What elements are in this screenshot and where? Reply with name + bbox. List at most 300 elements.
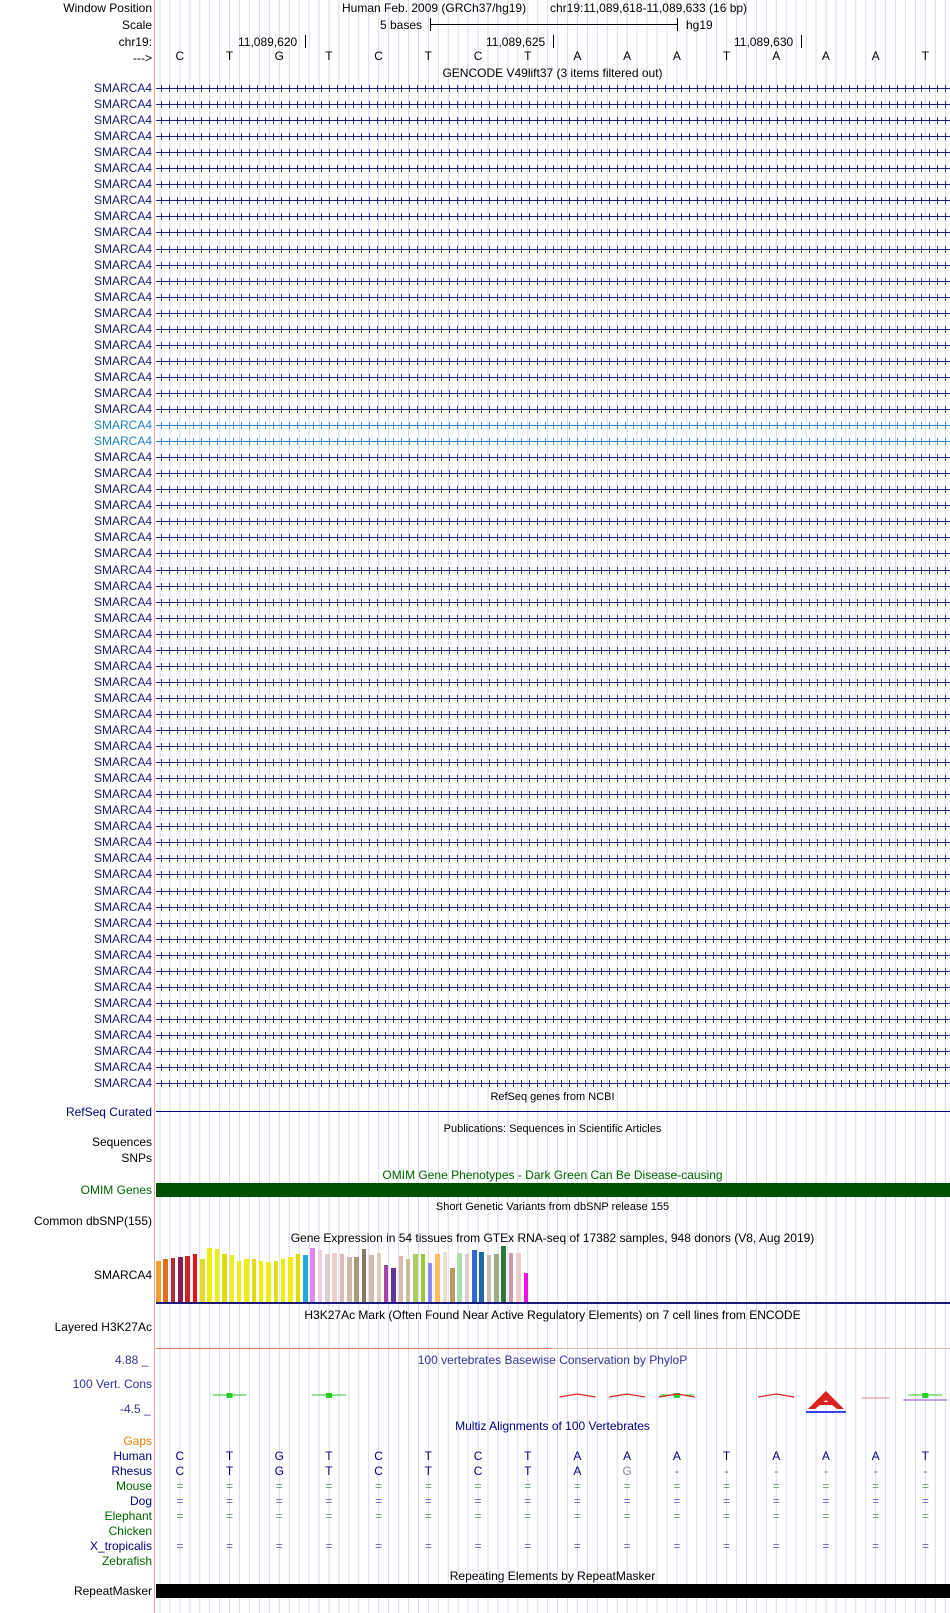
gencode-transcript-label[interactable]: SMARCA4 xyxy=(93,787,152,802)
multiz-base: = xyxy=(375,1479,383,1493)
gencode-strand-arrows xyxy=(156,310,950,317)
gencode-strand-arrows xyxy=(156,262,950,269)
phylop-mark xyxy=(609,1394,645,1397)
gencode-transcript-label[interactable]: SMARCA4 xyxy=(93,851,152,866)
gtex-track-label[interactable]: SMARCA4 xyxy=(93,1268,152,1282)
gtex-tissue-bar[interactable] xyxy=(501,1246,506,1302)
multiz-base: = xyxy=(275,1479,283,1493)
gtex-tissue-bar[interactable] xyxy=(413,1254,418,1302)
multiz-base: = xyxy=(176,1494,184,1508)
gencode-transcript-label[interactable]: SMARCA4 xyxy=(93,514,152,529)
multiz-base: = xyxy=(573,1509,581,1523)
multiz-base: = xyxy=(673,1479,681,1493)
gencode-transcript-label[interactable]: SMARCA4 xyxy=(93,915,152,930)
refseq-track-label[interactable]: RefSeq Curated xyxy=(65,1105,152,1119)
multiz-base: - xyxy=(774,1464,779,1478)
gtex-tissue-bar[interactable] xyxy=(193,1254,198,1302)
gencode-transcript-label[interactable]: SMARCA4 xyxy=(93,385,152,400)
gencode-strand-arrows xyxy=(156,1016,950,1023)
multiz-base: = xyxy=(524,1479,532,1493)
repeatmasker-track-title[interactable]: Repeating Elements by RepeatMasker xyxy=(449,1569,656,1583)
gtex-track-title[interactable]: Gene Expression in 54 tissues from GTEx RNA-seq of 17382 samples, 948 donors (V8, Aug 2019) xyxy=(290,1231,815,1245)
multiz-base: A xyxy=(772,1449,781,1463)
gencode-strand-arrows xyxy=(156,775,950,782)
multiz-base: = xyxy=(623,1479,631,1493)
pubs-track-label[interactable]: SNPs xyxy=(121,1151,152,1165)
pubs-track-title[interactable]: Publications: Sequences in Scientific Articles xyxy=(443,1123,662,1135)
gencode-strand-arrows xyxy=(156,117,950,124)
multiz-base: = xyxy=(424,1539,432,1553)
multiz-species-label[interactable]: X_tropicalis xyxy=(89,1539,152,1553)
gencode-transcript-label[interactable]: SMARCA4 xyxy=(93,241,152,256)
gencode-strand-arrows xyxy=(156,133,950,140)
gencode-transcript-label[interactable]: SMARCA4 xyxy=(93,289,152,304)
gtex-tissue-bar[interactable] xyxy=(259,1261,264,1302)
multiz-base: = xyxy=(375,1494,383,1508)
multiz-base: C xyxy=(175,1449,185,1463)
assembly-text: Human Feb. 2009 (GRCh37/hg19) xyxy=(342,1,527,15)
scale-bar-right-tick xyxy=(677,18,678,31)
gencode-transcript-label[interactable]: SMARCA4 xyxy=(93,1044,152,1058)
gtex-tissue-bar[interactable] xyxy=(487,1255,492,1302)
multiz-base: = xyxy=(723,1539,731,1553)
phylop-mark xyxy=(808,1391,844,1409)
gtex-tissue-bar[interactable] xyxy=(200,1259,205,1302)
multiz-base: = xyxy=(275,1539,283,1553)
sequence-base: A xyxy=(672,49,681,63)
multiz-base: = xyxy=(772,1509,780,1523)
coord-tick xyxy=(801,35,802,48)
gencode-strand-arrows xyxy=(156,358,950,365)
gtex-tissue-bar[interactable] xyxy=(354,1257,359,1302)
h3k27ac-signal-line xyxy=(156,1348,552,1349)
gtex-tissue-bar[interactable] xyxy=(450,1268,455,1302)
multiz-base: = xyxy=(474,1479,482,1493)
gtex-tissue-bar[interactable] xyxy=(435,1254,440,1302)
multiz-base: = xyxy=(226,1479,234,1493)
multiz-base: = xyxy=(921,1509,929,1523)
repeatmasker-bar[interactable] xyxy=(156,1584,950,1598)
gencode-transcript-label[interactable]: SMARCA4 xyxy=(93,995,152,1010)
gencode-transcript-label[interactable]: SMARCA4 xyxy=(93,482,152,497)
gencode-strand-arrows xyxy=(156,871,950,878)
multiz-base: C xyxy=(374,1449,383,1463)
multiz-base: = xyxy=(474,1539,482,1553)
gencode-strand-arrows xyxy=(156,711,950,718)
db-text: hg19 xyxy=(686,18,713,32)
multiz-base: = xyxy=(325,1509,333,1523)
multiz-base: - xyxy=(724,1464,729,1478)
multiz-base: = xyxy=(226,1539,234,1553)
gtex-tissue-bar[interactable] xyxy=(391,1268,396,1302)
gtex-tissue-bar[interactable] xyxy=(237,1261,242,1302)
gencode-transcript-label[interactable]: SMARCA4 xyxy=(93,979,152,994)
multiz-track-title[interactable]: Multiz Alignments of 100 Vertebrates xyxy=(455,1419,650,1433)
gencode-transcript-label[interactable]: SMARCA4 xyxy=(93,273,152,288)
sequence-base: T xyxy=(225,49,234,63)
multiz-base: T xyxy=(225,1464,234,1478)
gencode-transcript-label[interactable]: SMARCA4 xyxy=(93,81,152,95)
gencode-strand-arrows xyxy=(156,534,950,541)
gtex-tissue-bar[interactable] xyxy=(244,1259,249,1302)
gencode-strand-arrows xyxy=(156,101,950,108)
gencode-strand-arrows xyxy=(156,567,950,574)
gencode-transcript-label[interactable]: SMARCA4 xyxy=(93,193,152,208)
multiz-base: = xyxy=(573,1494,581,1508)
multiz-base: = xyxy=(176,1539,184,1553)
gtex-tissue-bar[interactable] xyxy=(479,1252,484,1302)
gencode-strand-arrows xyxy=(156,454,950,461)
gtex-baseline xyxy=(156,1302,950,1304)
multiz-base: = xyxy=(524,1539,532,1553)
gencode-transcript-label[interactable]: SMARCA4 xyxy=(93,578,152,593)
gencode-transcript-label[interactable]: SMARCA4 xyxy=(93,257,152,272)
multiz-base: T xyxy=(722,1449,731,1463)
multiz-species-label[interactable]: Mouse xyxy=(115,1479,152,1493)
multiz-base: = xyxy=(226,1509,234,1523)
gencode-strand-arrows xyxy=(156,1064,950,1071)
gtex-tissue-bar[interactable] xyxy=(362,1249,367,1302)
gencode-strand-arrows xyxy=(156,855,950,862)
gtex-tissue-bar[interactable] xyxy=(178,1257,183,1302)
multiz-base: = xyxy=(921,1494,929,1508)
gtex-tissue-bar[interactable] xyxy=(215,1249,220,1302)
gencode-strand-arrows xyxy=(156,278,950,285)
gencode-strand-arrows xyxy=(156,679,950,686)
gencode-transcript-label[interactable]: SMARCA4 xyxy=(93,883,152,898)
multiz-base: T xyxy=(325,1449,333,1463)
phylop-min-label: -4.5 _ xyxy=(120,1402,151,1416)
gencode-strand-arrows xyxy=(156,807,950,814)
gtex-tissue-bar[interactable] xyxy=(281,1259,286,1302)
gencode-transcript-label[interactable]: SMARCA4 xyxy=(93,594,152,609)
gencode-transcript-label[interactable]: SMARCA4 xyxy=(93,867,152,882)
sequence-base: A xyxy=(772,49,781,63)
gtex-tissue-bar[interactable] xyxy=(399,1256,404,1302)
multiz-base: = xyxy=(375,1539,383,1553)
gencode-transcript-label[interactable]: SMARCA4 xyxy=(93,723,152,737)
sequence-bases xyxy=(0,49,950,64)
gencode-transcript-label[interactable]: SMARCA4 xyxy=(93,819,152,834)
multiz-base: = xyxy=(623,1539,631,1553)
gencode-transcript-label[interactable]: SMARCA4 xyxy=(93,674,152,689)
gtex-tissue-bar[interactable] xyxy=(472,1250,477,1302)
position-text[interactable]: chr19:11,089,618-11,089,633 (16 bp) xyxy=(550,1,748,15)
gencode-strand-arrows xyxy=(156,1080,950,1087)
gencode-transcript-label[interactable]: SMARCA4 xyxy=(93,1060,152,1075)
gencode-transcript-label[interactable]: SMARCA4 xyxy=(93,899,152,914)
gencode-strand-arrows xyxy=(156,615,950,622)
multiz-base: = xyxy=(772,1539,780,1553)
gtex-tissue-bar[interactable] xyxy=(266,1262,271,1302)
phylop-max-label: 4.88 _ xyxy=(115,1353,149,1367)
multiz-base: = xyxy=(872,1479,880,1493)
gtex-tissue-bar[interactable] xyxy=(325,1254,330,1302)
gtex-tissue-bar[interactable] xyxy=(377,1253,382,1302)
multiz-base: T xyxy=(524,1464,532,1478)
pubs-track-label[interactable]: Sequences xyxy=(91,1135,152,1149)
scale-label: Scale xyxy=(121,18,152,32)
gtex-tissue-bar[interactable] xyxy=(163,1259,168,1302)
gtex-tissue-bar[interactable] xyxy=(494,1254,499,1302)
gtex-tissue-bar[interactable] xyxy=(171,1258,176,1302)
multiz-base: = xyxy=(772,1479,780,1493)
multiz-base: = xyxy=(573,1479,581,1493)
gtex-tissue-bar[interactable] xyxy=(406,1259,411,1302)
gencode-transcript-label[interactable]: SMARCA4 xyxy=(93,947,152,962)
phylop-mark xyxy=(559,1394,595,1397)
multiz-species-label[interactable]: Human xyxy=(113,1449,152,1463)
omim-track-title[interactable]: OMIM Gene Phenotypes - Dark Green Can Be Disease-causing xyxy=(382,1168,723,1182)
multiz-base: - xyxy=(923,1464,928,1478)
multiz-species-label[interactable]: Elephant xyxy=(104,1509,152,1523)
multiz-base: C xyxy=(175,1464,185,1478)
gtex-tissue-bar[interactable] xyxy=(421,1254,426,1302)
multiz-base: T xyxy=(225,1449,234,1463)
gencode-track-title[interactable]: GENCODE V49lift37 (3 items filtered out) xyxy=(442,66,663,80)
multiz-base: - xyxy=(674,1464,679,1478)
gencode-transcript-label[interactable]: SMARCA4 xyxy=(93,305,152,320)
gencode-transcript-label[interactable]: SMARCA4 xyxy=(93,658,152,673)
omim-gene-bar[interactable] xyxy=(156,1183,950,1197)
gencode-strand-arrows xyxy=(156,904,950,911)
gencode-strand-arrows xyxy=(156,326,950,333)
scale-bar xyxy=(430,24,677,25)
multiz-base: = xyxy=(872,1509,880,1523)
gencode-strand-arrows xyxy=(156,631,950,638)
gencode-transcript-label[interactable]: SMARCA4 xyxy=(93,530,152,545)
gencode-transcript-label[interactable]: SMARCA4 xyxy=(93,1027,152,1042)
multiz-base: = xyxy=(872,1539,880,1553)
sequence-base: T xyxy=(524,49,532,63)
scale-bar-left-tick xyxy=(430,18,431,31)
gtex-tissue-bar[interactable] xyxy=(296,1254,301,1302)
gencode-transcript-label[interactable]: SMARCA4 xyxy=(93,466,152,481)
window-position-label: Window Position xyxy=(63,1,152,15)
gtex-tissue-bar[interactable] xyxy=(207,1248,212,1302)
gencode-transcript-label[interactable]: SMARCA4 xyxy=(93,113,152,128)
gencode-transcript-label[interactable]: SMARCA4 xyxy=(93,626,152,641)
sequence-base: A xyxy=(573,49,582,63)
gencode-transcript-label[interactable]: SMARCA4 xyxy=(93,755,152,770)
gencode-strand-arrows xyxy=(156,743,950,750)
multiz-species-label[interactable]: Rhesus xyxy=(111,1464,152,1478)
gencode-strand-arrows xyxy=(156,181,950,188)
multiz-base: C xyxy=(473,1449,483,1463)
gencode-transcript-label[interactable]: SMARCA4 xyxy=(93,209,152,224)
gencode-transcript-label[interactable]: SMARCA4 xyxy=(93,450,152,465)
gencode-transcript-label[interactable]: SMARCA4 xyxy=(93,145,152,160)
gencode-strand-arrows xyxy=(156,438,950,445)
gencode-strand-arrows xyxy=(156,165,950,172)
gencode-transcript-label[interactable]: SMARCA4 xyxy=(93,803,152,818)
phylop-track-label[interactable]: 100 Vert. Cons xyxy=(72,1377,152,1391)
coord-label: 11,089,625 xyxy=(486,35,546,49)
multiz-base: = xyxy=(325,1539,333,1553)
gencode-transcript-label[interactable]: SMARCA4 xyxy=(93,1076,152,1091)
multiz-base: A xyxy=(871,1449,880,1463)
multiz-base: A xyxy=(573,1449,582,1463)
phylop-mark xyxy=(818,1402,834,1405)
multiz-base: = xyxy=(872,1494,880,1508)
gencode-transcript-label[interactable]: SMARCA4 xyxy=(93,931,152,946)
multiz-base: = xyxy=(524,1509,532,1523)
multiz-base: = xyxy=(424,1494,432,1508)
gencode-transcript-label[interactable]: SMARCA4 xyxy=(93,225,152,240)
gencode-transcript-label[interactable]: SMARCA4 xyxy=(93,546,152,561)
gtex-tissue-bar[interactable] xyxy=(443,1252,448,1302)
dbsnp-track-title[interactable]: Short Genetic Variants from dbSNP release 155 xyxy=(435,1201,670,1213)
gtex-tissue-bar[interactable] xyxy=(524,1273,529,1302)
gencode-strand-arrows xyxy=(156,695,950,702)
gencode-transcript-label[interactable]: SMARCA4 xyxy=(93,321,152,336)
gencode-strand-arrows xyxy=(156,1032,950,1039)
coord-tick xyxy=(305,35,306,48)
multiz-species-label[interactable]: Chicken xyxy=(108,1524,152,1538)
gtex-tissue-bar[interactable] xyxy=(222,1254,227,1302)
refseq-track-title[interactable]: RefSeq genes from NCBI xyxy=(490,1091,615,1103)
gencode-transcript-label[interactable]: SMARCA4 xyxy=(93,97,152,112)
multiz-base: - xyxy=(823,1464,828,1478)
refseq-gene-line[interactable] xyxy=(156,1111,950,1112)
gencode-transcript-label[interactable]: SMARCA4 xyxy=(93,610,152,625)
multiz-base: = xyxy=(723,1509,731,1523)
gtex-tissue-bar[interactable] xyxy=(340,1254,345,1302)
multiz-base: = xyxy=(424,1509,432,1523)
gtex-tissue-bar[interactable] xyxy=(252,1259,257,1302)
multiz-base: = xyxy=(325,1479,333,1493)
omim-track-label[interactable]: OMIM Genes xyxy=(80,1183,152,1197)
multiz-base: = xyxy=(822,1494,830,1508)
gtex-tissue-bar[interactable] xyxy=(465,1254,470,1302)
gencode-transcript-label[interactable]: SMARCA4 xyxy=(93,369,152,384)
gencode-strand-arrows xyxy=(156,518,950,525)
h3k27ac-track-title[interactable]: H3K27Ac Mark (Often Found Near Active Regulatory Elements) on 7 cell lines from ENCODE xyxy=(304,1308,801,1322)
multiz-base: T xyxy=(921,1449,930,1463)
gencode-transcript-label[interactable]: SMARCA4 xyxy=(93,1011,152,1026)
gaps-label[interactable]: Gaps xyxy=(123,1434,152,1448)
phylop-signal[interactable] xyxy=(0,1383,950,1413)
gtex-tissue-bar[interactable] xyxy=(347,1257,352,1302)
gencode-strand-arrows xyxy=(156,599,950,606)
sequence-base: C xyxy=(473,49,483,63)
multiz-base: = xyxy=(723,1479,731,1493)
gencode-transcript-label[interactable]: SMARCA4 xyxy=(93,498,152,513)
gtex-bar-chart[interactable] xyxy=(156,1246,536,1302)
gencode-transcript-label[interactable]: SMARCA4 xyxy=(93,562,152,577)
gtex-tissue-bar[interactable] xyxy=(156,1261,161,1302)
gencode-transcript-label[interactable]: SMARCA4 xyxy=(93,739,152,754)
coord-label: 11,089,620 xyxy=(238,35,298,49)
gencode-transcript-label[interactable]: SMARCA4 xyxy=(93,337,152,352)
multiz-base: = xyxy=(524,1494,532,1508)
sequence-base: T xyxy=(921,49,930,63)
gencode-strand-arrows xyxy=(156,888,950,895)
gencode-transcript-label[interactable]: SMARCA4 xyxy=(93,690,152,705)
multiz-base: = xyxy=(623,1494,631,1508)
multiz-base: A xyxy=(623,1449,632,1463)
repeatmasker-track-label[interactable]: RepeatMasker xyxy=(73,1584,152,1598)
gtex-tissue-bar[interactable] xyxy=(274,1261,279,1302)
gencode-transcript-label[interactable]: SMARCA4 xyxy=(93,353,152,368)
multiz-base: = xyxy=(623,1509,631,1523)
multiz-base: = xyxy=(474,1494,482,1508)
multiz-base: T xyxy=(524,1449,532,1463)
multiz-base: = xyxy=(573,1539,581,1553)
gtex-tissue-bar[interactable] xyxy=(318,1250,323,1302)
gencode-strand-arrows xyxy=(156,936,950,943)
gencode-strand-arrows xyxy=(156,1048,950,1055)
multiz-base: T xyxy=(424,1464,433,1478)
gencode-transcript-label[interactable]: SMARCA4 xyxy=(93,642,152,657)
gencode-strand-arrows xyxy=(156,968,950,975)
dbsnp-track-label[interactable]: Common dbSNP(155) xyxy=(33,1214,152,1228)
gtex-tissue-bar[interactable] xyxy=(303,1255,308,1302)
gencode-strand-arrows xyxy=(156,550,950,557)
sequence-base: T xyxy=(424,49,433,63)
sequence-base: C xyxy=(374,49,383,63)
gtex-tissue-bar[interactable] xyxy=(369,1255,374,1302)
gtex-tissue-bar[interactable] xyxy=(230,1255,235,1302)
gtex-tissue-bar[interactable] xyxy=(310,1248,315,1302)
gencode-strand-arrows xyxy=(156,390,950,397)
gtex-tissue-bar[interactable] xyxy=(509,1253,514,1302)
gencode-transcript-label[interactable]: SMARCA4 xyxy=(93,706,152,721)
multiz-base: - xyxy=(873,1464,878,1478)
gencode-transcript-label[interactable]: SMARCA4 xyxy=(93,963,152,978)
gencode-transcript-label[interactable]: SMARCA4 xyxy=(93,402,152,416)
gtex-tissue-bar[interactable] xyxy=(428,1263,433,1302)
gencode-transcript-label[interactable]: SMARCA4 xyxy=(93,161,152,176)
sequence-base: C xyxy=(175,49,185,63)
gencode-transcript-label[interactable]: SMARCA4 xyxy=(93,129,152,144)
multiz-base: T xyxy=(424,1449,433,1463)
multiz-base: = xyxy=(822,1479,830,1493)
gtex-tissue-bar[interactable] xyxy=(288,1257,293,1302)
multiz-base: = xyxy=(275,1509,283,1523)
gtex-tissue-bar[interactable] xyxy=(384,1265,389,1302)
gtex-tissue-bar[interactable] xyxy=(516,1253,521,1302)
gencode-strand-arrows xyxy=(156,229,950,236)
gencode-strand-arrows xyxy=(156,920,950,927)
gtex-tissue-bar[interactable] xyxy=(457,1253,462,1302)
gtex-tissue-bar[interactable] xyxy=(332,1253,337,1302)
multiz-base: A xyxy=(821,1449,830,1463)
gencode-transcript-label[interactable]: SMARCA4 xyxy=(93,177,152,192)
gencode-strand-arrows xyxy=(156,213,950,220)
gencode-transcript-label[interactable]: SMARCA4 xyxy=(93,434,152,449)
multiz-species-label[interactable]: Dog xyxy=(129,1494,152,1508)
gencode-strand-arrows xyxy=(156,759,950,766)
gencode-transcript-label[interactable]: SMARCA4 xyxy=(93,835,152,850)
phylop-mark xyxy=(758,1394,794,1397)
chrom-label: chr19: xyxy=(118,35,152,49)
gencode-transcript-label[interactable]: SMARCA4 xyxy=(93,771,152,786)
sequence-base: A xyxy=(871,49,880,63)
phylop-track-title[interactable]: 100 vertebrates Basewise Conservation by PhyloP xyxy=(417,1353,688,1367)
gtex-tissue-bar[interactable] xyxy=(185,1256,190,1302)
gencode-strand-arrows xyxy=(156,342,950,349)
gencode-strand-arrows xyxy=(156,583,950,590)
multiz-base: = xyxy=(424,1479,432,1493)
multiz-base: = xyxy=(772,1494,780,1508)
h3k27ac-track-label[interactable]: Layered H3K27Ac xyxy=(54,1320,152,1334)
multiz-species-label[interactable]: Zebrafish xyxy=(101,1554,152,1568)
gencode-transcript-label[interactable]: SMARCA4 xyxy=(93,418,152,433)
multiz-base: = xyxy=(723,1494,731,1508)
sequence-base: T xyxy=(325,49,333,63)
multiz-base: = xyxy=(176,1479,184,1493)
